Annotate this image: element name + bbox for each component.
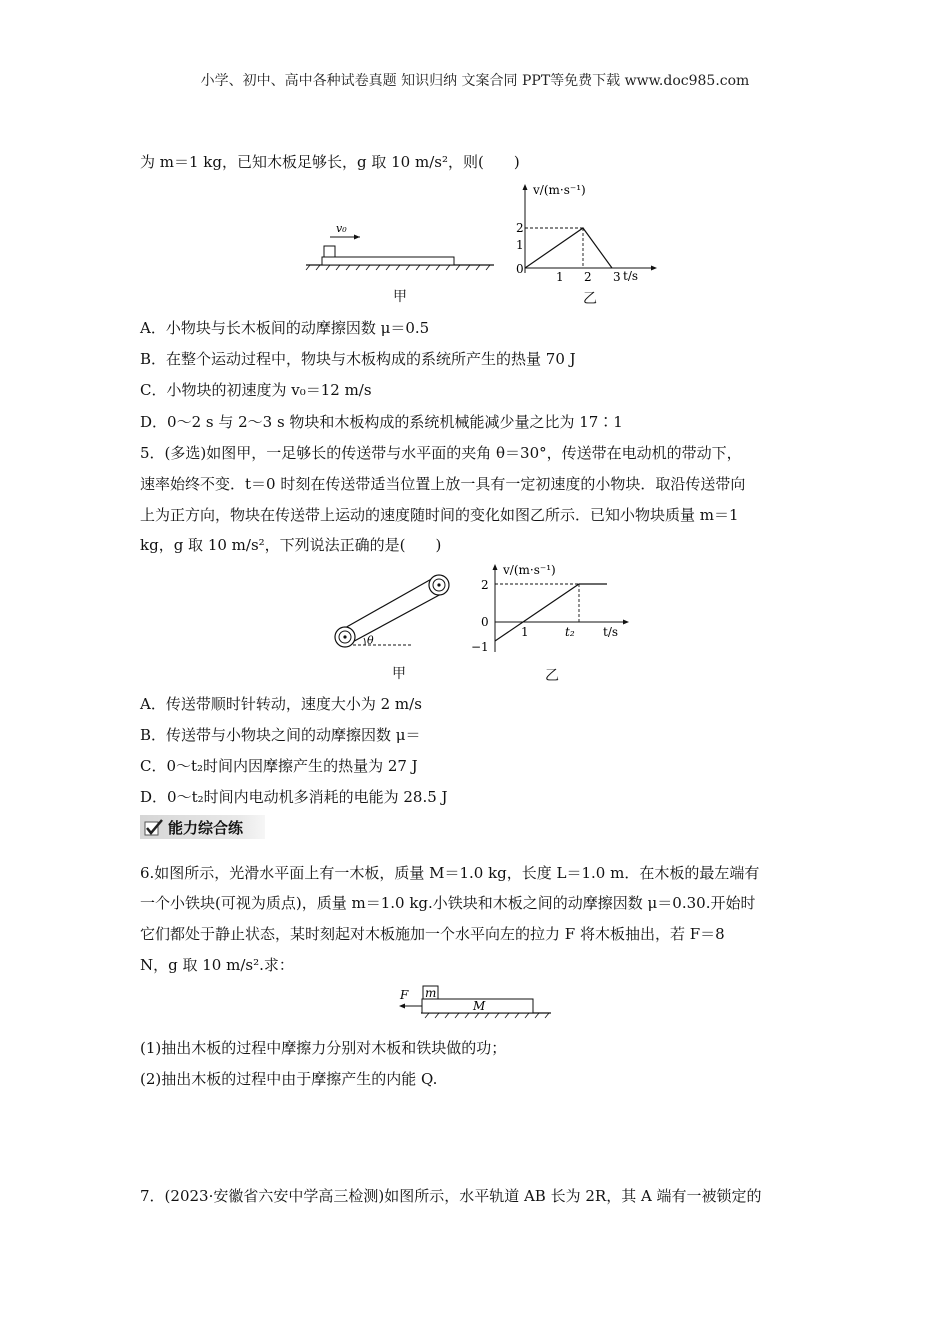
q4-figure-jia (300, 215, 500, 275)
q6-m-label: m (425, 986, 437, 1000)
q6-line-1: 6.如图所示，光滑水平面上有一木板，质量 M＝1.0 kg，长度 L＝1.0 m．在木板的最左端有 (140, 864, 760, 882)
q6-line-3: 它们都处于静止状态，某时刻起对木板施加一个水平向左的拉力 F 将木板抽出，若 F＝8 (140, 925, 725, 943)
q4-ytick-0: 0 (516, 262, 524, 276)
q5-belt-top (343, 577, 435, 629)
q5-theta-label: θ (367, 634, 374, 647)
q5-ytick-m1: −1 (471, 640, 489, 654)
section-title: 能力综合练 (168, 819, 244, 837)
q6-figure (395, 980, 555, 1022)
q4-series-line (525, 228, 612, 268)
q4-small-block (324, 246, 335, 257)
q4-intro: 为 m＝1 kg，已知木板足够长，g 取 10 m/s²，则( ) (140, 153, 520, 171)
q5-jia-caption: 甲 (392, 666, 406, 682)
q5-y-arrow (493, 564, 498, 570)
checkmark-icon (144, 818, 164, 836)
q6-ground-hatch (425, 1013, 549, 1018)
q6-part-2: (2)抽出木板的过程中由于摩擦产生的内能 Q. (140, 1070, 438, 1088)
q6-line-2: 一个小铁块(可视为质点)，质量 m＝1.0 kg.小铁块和木板之间的动摩擦因数 μ＝0.30.开始时 (140, 894, 756, 912)
q4-v0-label: v₀ (336, 222, 347, 235)
q5-option-b: B．传送带与小物块之间的动摩擦因数 μ＝ (140, 726, 421, 744)
q7-line-1: 7．(2023·安徽省六安中学高三检测)如图所示，水平轨道 AB 长为 2R，其 A 端有一被锁定的 (140, 1187, 762, 1205)
q5-option-c: C．0～t₂时间内因摩擦产生的热量为 27 J (140, 757, 418, 775)
q5-option-a: A．传送带顺时针转动，速度大小为 2 m/s (140, 695, 422, 713)
q5-x-arrow (623, 620, 629, 625)
q4-xtick-3: 3 (613, 270, 621, 284)
q5-line-1: 5．(多选)如图甲，一足够长的传送带与水平面的夹角 θ＝30°，传送带在电动机的带动下， (140, 444, 742, 462)
q6-part-1: (1)抽出木板的过程中摩擦力分别对木板和铁块做的功； (140, 1039, 507, 1057)
page-header: 小学、初中、高中各种试卷真题 知识归纳 文案合同 PPT等免费下载 www.doc985.com (200, 73, 750, 89)
q4-option-b: B．在整个运动过程中，物块与木板构成的系统所产生的热量 70 J (140, 350, 576, 368)
q5-ylabel: v/(m·s⁻¹) (503, 563, 556, 577)
q4-long-board (322, 257, 454, 265)
q4-xtick-1: 1 (556, 270, 564, 284)
q4-ylabel: v/(m·s⁻¹) (533, 183, 586, 197)
q5-figure-jia (325, 563, 465, 658)
q5-option-d: D．0～t₂时间内电动机多消耗的电能为 28.5 J (140, 788, 448, 806)
q6-M-label: M (473, 999, 486, 1013)
q5-xtick-t2: t₂ (565, 625, 575, 639)
q4-ytick-1: 1 (516, 238, 524, 252)
q4-x-arrow (651, 266, 657, 271)
q4-y-arrow (523, 184, 528, 190)
q5-ytick-0: 0 (481, 615, 489, 629)
q5-xlabel: t/s (603, 625, 619, 639)
q6-F-label: F (400, 988, 409, 1002)
q5-yi-caption: 乙 (545, 668, 559, 684)
q5-xtick-1: 1 (521, 625, 529, 639)
q4-option-d: D．0～2 s 与 2～3 s 物块和木板构成的系统机械能减少量之比为 17∶1 (140, 413, 623, 431)
q4-yi-caption: 乙 (583, 291, 597, 307)
section-header (140, 815, 265, 839)
q4-jia-caption: 甲 (393, 289, 407, 305)
q4-ytick-2: 2 (516, 221, 524, 235)
q5-line-2: 速率始终不变．t＝0 时刻在传送带适当位置上放一具有一定初速度的小物块．取沿传送带向 (140, 475, 746, 493)
q5-ytick-2: 2 (481, 578, 489, 592)
q6-line-4: N，g 取 10 m/s².求： (140, 956, 294, 974)
q4-xtick-2: 2 (584, 270, 592, 284)
q4-option-c: C．小物块的初速度为 v₀＝12 m/s (140, 381, 372, 399)
q4-xlabel: t/s (623, 269, 639, 283)
q4-chart-yi (505, 178, 665, 288)
q5-chart-yi (465, 560, 635, 660)
q5-series-line (495, 584, 607, 641)
q5-line-4: kg，g 取 10 m/s²，下列说法正确的是( ) (140, 536, 442, 554)
q5-line-3: 上为正方向，物块在传送带上运动的速度随时间的变化如图乙所示．已知小物块质量 m＝1 (140, 506, 739, 524)
q4-option-a: A．小物块与长木板间的动摩擦因数 μ＝0.5 (140, 319, 430, 337)
q4-ground-hatch (306, 265, 490, 270)
